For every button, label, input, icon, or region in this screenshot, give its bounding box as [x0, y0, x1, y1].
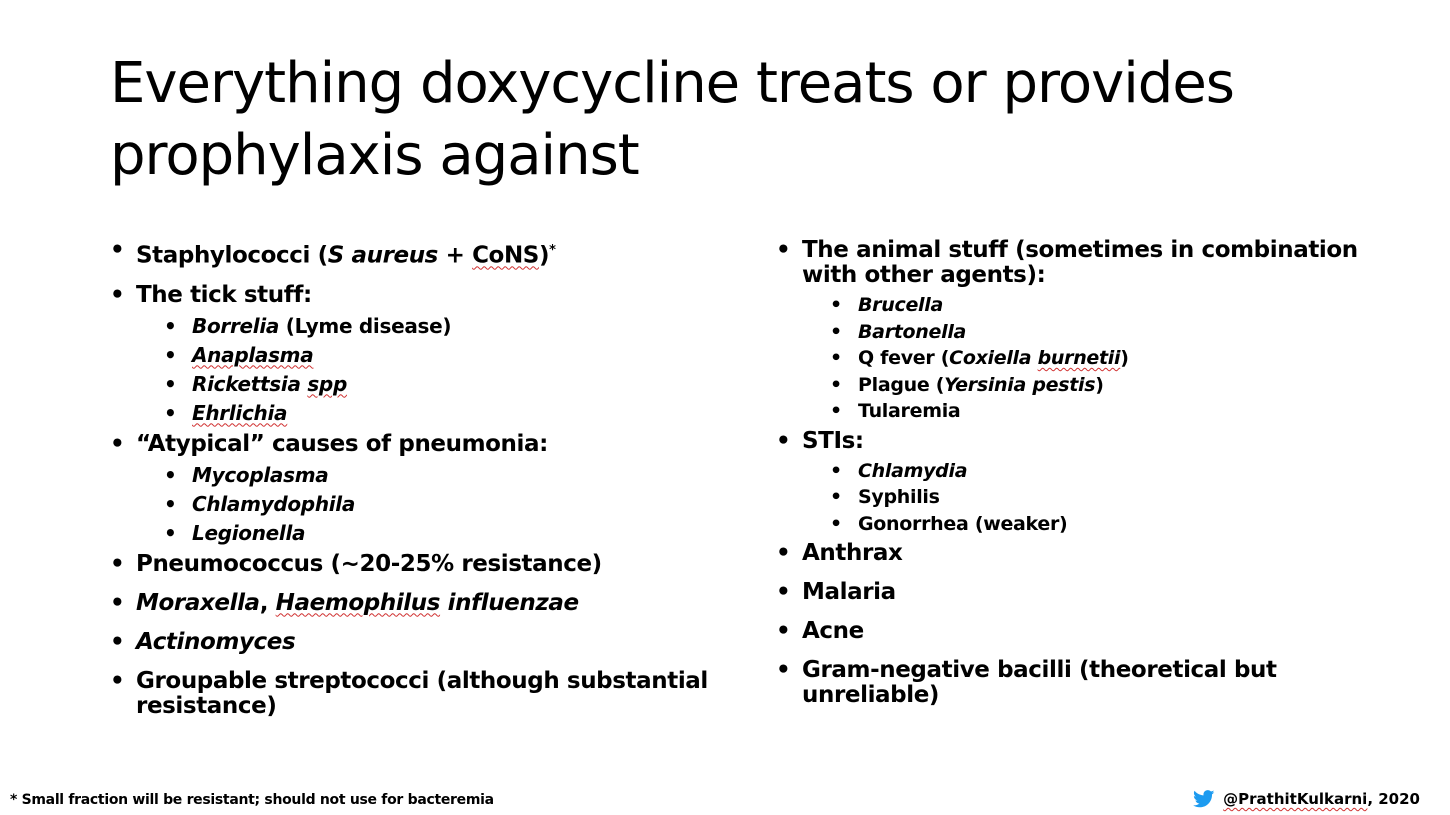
sub-item-borrelia — [164, 312, 740, 341]
sub-item-tularemia: • Tularemia — [830, 398, 1396, 425]
rickettsia-name: Rickettsia — [192, 371, 301, 396]
anaplasma-name: Anaplasma — [192, 342, 314, 367]
animal-heading: The animal stuff (sometimes in combination with other agents): — [802, 237, 1358, 288]
list-item-gram-negative-bacilli: • Gram-negative bacilli (theoretical but unreliable) — [776, 658, 1396, 708]
qfever-text: Q fever ( — [858, 347, 950, 369]
list-item-moraxella — [110, 591, 740, 616]
tick-heading: The tick stuff: — [136, 281, 312, 308]
borrelia-note: (Lyme disease) — [279, 313, 452, 338]
stis-sublist — [802, 458, 1396, 538]
staph-cons: CoNS — [472, 242, 539, 269]
moraxella-comma: , — [259, 589, 276, 616]
coxiella-name: Coxiella — [949, 347, 1032, 369]
plague-close: ) — [1095, 373, 1104, 396]
author-handle — [1193, 790, 1420, 808]
plague-text: Plague ( — [858, 373, 945, 396]
influenzae-name: influenzae — [440, 589, 579, 616]
atypical-sublist — [136, 461, 740, 548]
left-column-list — [110, 238, 740, 733]
sub-item-brucella: • Brucella — [830, 292, 1396, 319]
list-item-actinomyces: • Actinomyces — [110, 630, 740, 655]
list-item-anthrax: • Anthrax — [776, 541, 1396, 566]
sub-item-plague — [830, 372, 1396, 399]
twitter-icon — [1193, 790, 1215, 808]
list-item-staphylococci — [110, 238, 740, 269]
sub-item-syphilis: • Syphilis — [830, 484, 1396, 511]
staph-plus: + — [437, 242, 473, 269]
sub-item-mycoplasma: • Mycoplasma — [164, 461, 740, 490]
yersinia-name: Yersinia pestis — [944, 373, 1096, 396]
sub-item-legionella: • Legionella — [164, 519, 740, 548]
haemophilus-name: Haemophilus — [275, 589, 441, 616]
sub-item-ehrlichia — [164, 399, 740, 428]
sub-item-chlamydophila: • Chlamydophila — [164, 490, 740, 519]
slide-title: Everything doxycycline treats or provides prophylaxis against — [110, 51, 1234, 188]
list-item-pneumococcus: • Pneumococcus (~20-25% resistance) — [110, 552, 740, 577]
list-item-groupable-streptococci: • Groupable streptococci (although substantial resistance) — [110, 669, 740, 719]
sub-item-q-fever — [830, 345, 1396, 372]
handle-name: @PrathitKulkarni — [1223, 790, 1368, 808]
list-item-tick-stuff — [110, 283, 740, 428]
rickettsia-spp: spp — [307, 371, 347, 396]
list-item-malaria: • Malaria — [776, 580, 1396, 605]
borrelia-name: Borrelia — [192, 313, 280, 338]
atypical-heading: “Atypical” causes of pneumonia: — [136, 430, 548, 457]
qfever-close: ) — [1120, 347, 1129, 369]
sub-item-chlamydia: • Chlamydia — [830, 458, 1396, 485]
sub-item-gonorrhea: • Gonorrhea (weaker) — [830, 511, 1396, 538]
list-item-animal-stuff — [776, 238, 1396, 425]
animal-sublist — [802, 292, 1396, 425]
list-item-atypical-pneumonia — [110, 432, 740, 548]
handle-year: , 2020 — [1367, 790, 1420, 808]
burnetii-name: burnetii — [1037, 347, 1121, 369]
stis-heading: STIs: — [802, 427, 864, 454]
footnote: * Small fraction will be resistant; should not use for bacteremia — [10, 792, 494, 808]
sub-item-anaplasma — [164, 341, 740, 370]
moraxella-name: Moraxella — [136, 589, 260, 616]
list-item-acne: • Acne — [776, 619, 1396, 644]
right-column-list — [776, 238, 1396, 722]
list-item-stis — [776, 429, 1396, 538]
staph-aureus: S aureus — [327, 242, 438, 269]
sub-item-rickettsia — [164, 370, 740, 399]
tick-sublist — [136, 312, 740, 428]
footnote-marker: * — [549, 243, 556, 258]
staph-close: ) — [538, 242, 550, 269]
ehrlichia-name: Ehrlichia — [192, 400, 288, 425]
staph-text: Staphylococci ( — [136, 242, 328, 269]
sub-item-bartonella: • Bartonella — [830, 319, 1396, 346]
